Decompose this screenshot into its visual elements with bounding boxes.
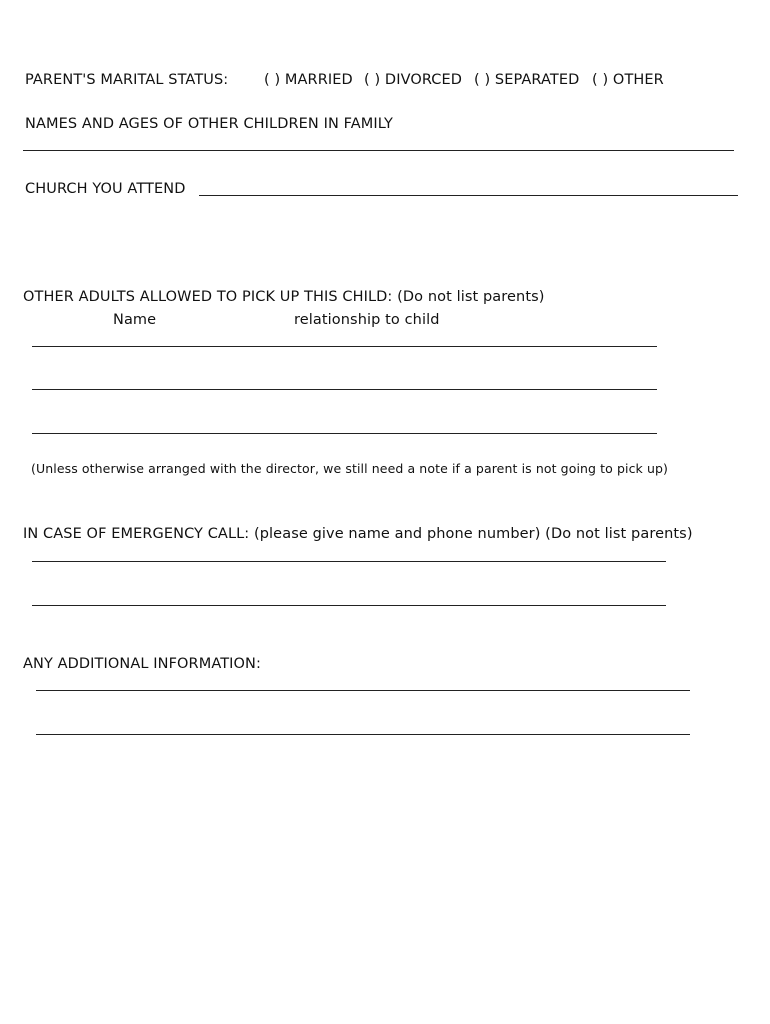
church-field[interactable]: [199, 195, 738, 196]
emergency-field-2[interactable]: [32, 605, 666, 606]
option-married[interactable]: ( ) MARRIED: [264, 72, 353, 88]
pickup-relationship-column: relationship to child: [294, 312, 440, 328]
option-other[interactable]: ( ) OTHER: [592, 72, 664, 88]
other-children-field[interactable]: [23, 150, 734, 151]
additional-info-label: ANY ADDITIONAL INFORMATION:: [23, 656, 261, 672]
additional-info-field-2[interactable]: [36, 734, 690, 735]
pickup-note: (Unless otherwise arranged with the director, we still need a note if a parent is not going to pick up): [31, 461, 669, 476]
pickup-field-2[interactable]: [32, 389, 657, 390]
pickup-field-1[interactable]: [32, 346, 657, 347]
emergency-field-1[interactable]: [32, 561, 666, 562]
pickup-label: OTHER ADULTS ALLOWED TO PICK UP THIS CHILD: (Do not list parents): [23, 289, 545, 305]
church-label: CHURCH YOU ATTEND: [25, 181, 186, 197]
emergency-label: IN CASE OF EMERGENCY CALL: (please give name and phone number) (Do not list parents): [23, 526, 693, 542]
option-divorced[interactable]: ( ) DIVORCED: [364, 72, 463, 88]
pickup-field-3[interactable]: [32, 433, 657, 434]
pickup-name-column: Name: [113, 312, 157, 328]
marital-status-label: PARENT'S MARITAL STATUS:: [25, 72, 229, 88]
additional-info-field-1[interactable]: [36, 690, 690, 691]
option-separated[interactable]: ( ) SEPARATED: [474, 72, 580, 88]
other-children-label: NAMES AND AGES OF OTHER CHILDREN IN FAMILY: [25, 116, 393, 132]
